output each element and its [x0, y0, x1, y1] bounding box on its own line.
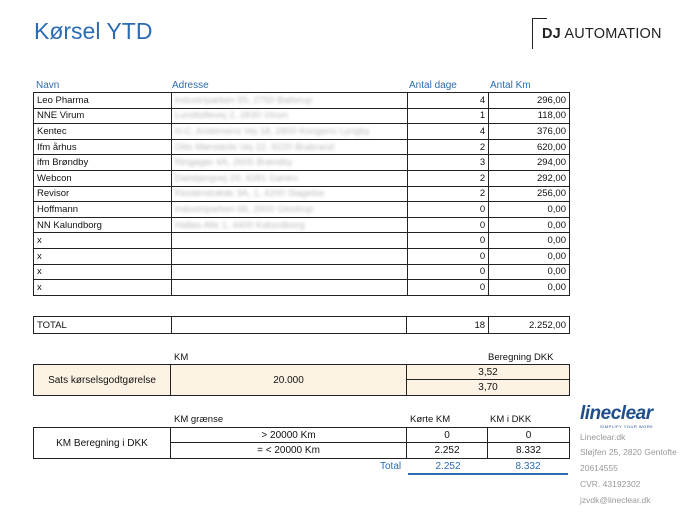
row-adresse: Industriparken 55, 2750 Ballerup — [171, 93, 407, 109]
sats-km-value: 20.000 — [170, 364, 407, 396]
beregning-row-1-korte: 0 — [406, 427, 488, 443]
total-row — [34, 317, 570, 334]
row-km: 0,00 — [489, 217, 570, 233]
row-dage: 0 — [407, 233, 489, 249]
kørsel-table — [33, 92, 570, 296]
header-km-graense: KM grænse — [174, 414, 224, 425]
row-navn: Hoffmann — [34, 202, 172, 218]
row-dage: 0 — [407, 248, 489, 264]
beregning-row-2-graense: = < 20000 Km — [170, 442, 407, 459]
row-km: 620,00 — [489, 139, 570, 155]
table-row — [34, 248, 570, 264]
row-km: 0,00 — [489, 202, 570, 218]
sats-rate-1: 3,52 — [406, 364, 570, 380]
beregning-total-dkk: 8.332 — [488, 461, 568, 475]
row-adresse — [171, 233, 407, 249]
row-navn: Kentec — [34, 124, 172, 140]
table-row — [34, 124, 570, 140]
table-row — [34, 170, 570, 186]
lineclear-brand: lineclear — [580, 403, 653, 424]
row-adresse — [171, 248, 407, 264]
header-antal-km: Antal Km — [490, 80, 531, 91]
total-empty — [171, 317, 406, 334]
row-adresse: Klosterstræde 3A, 1, 4200 Slagelse — [171, 186, 407, 202]
row-km: 294,00 — [489, 155, 570, 171]
row-km: 296,00 — [489, 93, 570, 109]
sats-rate-2: 3,70 — [406, 379, 570, 396]
table-row — [34, 155, 570, 171]
dj-automation-logo — [532, 18, 660, 48]
row-adresse: Ringager 4A, 2605 Brøndby — [171, 155, 407, 171]
beregning-label: KM Beregning i DKK — [33, 427, 171, 459]
sats-beregning-header: Beregning DKK — [488, 352, 554, 363]
row-navn: Leo Pharma — [34, 93, 172, 109]
row-navn: Revisor — [34, 186, 172, 202]
table-row — [34, 217, 570, 233]
table-row — [34, 186, 570, 202]
row-dage: 4 — [407, 124, 489, 140]
row-dage: 0 — [407, 217, 489, 233]
row-navn: x — [34, 280, 172, 296]
header-antal-dage: Antal dage — [409, 80, 457, 91]
total-dage: 18 — [407, 317, 489, 334]
row-dage: 2 — [407, 170, 489, 186]
beregning-row-2-korte: 2.252 — [406, 442, 488, 459]
contact-cvr: CVR. 43192302 — [580, 479, 641, 489]
row-km: 376,00 — [489, 124, 570, 140]
lineclear-logo — [580, 404, 660, 432]
contact-phone: 20614555 — [580, 463, 618, 473]
page-title: Kørsel YTD — [34, 18, 153, 44]
total-table — [33, 316, 570, 334]
row-dage: 2 — [407, 186, 489, 202]
table-row — [34, 233, 570, 249]
table-row — [34, 280, 570, 296]
table-row — [34, 264, 570, 280]
row-adresse — [171, 264, 407, 280]
row-dage: 0 — [407, 202, 489, 218]
row-km: 118,00 — [489, 108, 570, 124]
row-dage: 0 — [407, 280, 489, 296]
row-adresse: Industriparken 66, 2600 Glostrup — [171, 202, 407, 218]
row-dage: 2 — [407, 139, 489, 155]
row-navn: x — [34, 233, 172, 249]
header-adresse: Adresse — [172, 80, 209, 91]
total-km: 2.252,00 — [489, 317, 570, 334]
row-navn: Ifm århus — [34, 139, 172, 155]
row-dage: 1 — [407, 108, 489, 124]
beregning-total-korte: 2.252 — [408, 461, 488, 475]
beregning-total-label: Total — [380, 461, 402, 472]
total-label: TOTAL — [34, 317, 172, 334]
lineclear-tagline: SIMPLIFY YOUR WORK — [600, 424, 654, 429]
row-adresse: Dalsbjergvej 29, 4281 Gørlev — [171, 170, 407, 186]
row-adresse — [171, 280, 407, 296]
beregning-row-1-graense: > 20000 Km — [170, 427, 407, 443]
row-navn: NN Kalundborg — [34, 217, 172, 233]
row-adresse: Lundtoftevej 2, 2830 Virum — [171, 108, 407, 124]
header-navn: Navn — [36, 80, 60, 91]
row-navn: Webcon — [34, 170, 172, 186]
row-adresse: H.C. Andersens Vej 18, 2800 Kongens Lyngby — [171, 124, 407, 140]
beregning-row-2-dkk: 8.332 — [487, 442, 570, 459]
row-km: 256,00 — [489, 186, 570, 202]
logo-text: DJ AUTOMATION — [542, 26, 662, 42]
row-dage: 0 — [407, 264, 489, 280]
beregning-row-1-dkk: 0 — [487, 427, 570, 443]
row-km: 0,00 — [489, 264, 570, 280]
contact-email: jzvdk@lineclear.dk — [580, 495, 651, 505]
sats-km-header: KM — [174, 352, 189, 363]
table-body — [34, 93, 570, 296]
row-navn: x — [34, 264, 172, 280]
row-adresse: Otto Mønsteds Vej 22, 8220 Brabrand — [171, 139, 407, 155]
table-row — [34, 139, 570, 155]
row-dage: 3 — [407, 155, 489, 171]
header-korte-km: Kørte KM — [410, 414, 451, 425]
contact-address: Sløjfen 25, 2820 Gentofte — [580, 447, 677, 457]
row-km: 0,00 — [489, 233, 570, 249]
contact-web: Lineclear.dk — [580, 432, 626, 442]
table-row — [34, 93, 570, 109]
row-dage: 4 — [407, 93, 489, 109]
row-navn: ifm Brøndby — [34, 155, 172, 171]
row-km: 292,00 — [489, 170, 570, 186]
row-navn: NNE Virum — [34, 108, 172, 124]
sats-label: Sats kørselsgodtgørelse — [33, 364, 171, 396]
table-row — [34, 202, 570, 218]
row-navn: x — [34, 248, 172, 264]
row-km: 0,00 — [489, 280, 570, 296]
table-row — [34, 108, 570, 124]
header-km-i-dkk: KM i DKK — [490, 414, 532, 425]
row-adresse: Hallas Alle 1, 4400 Kalundborg — [171, 217, 407, 233]
row-km: 0,00 — [489, 248, 570, 264]
